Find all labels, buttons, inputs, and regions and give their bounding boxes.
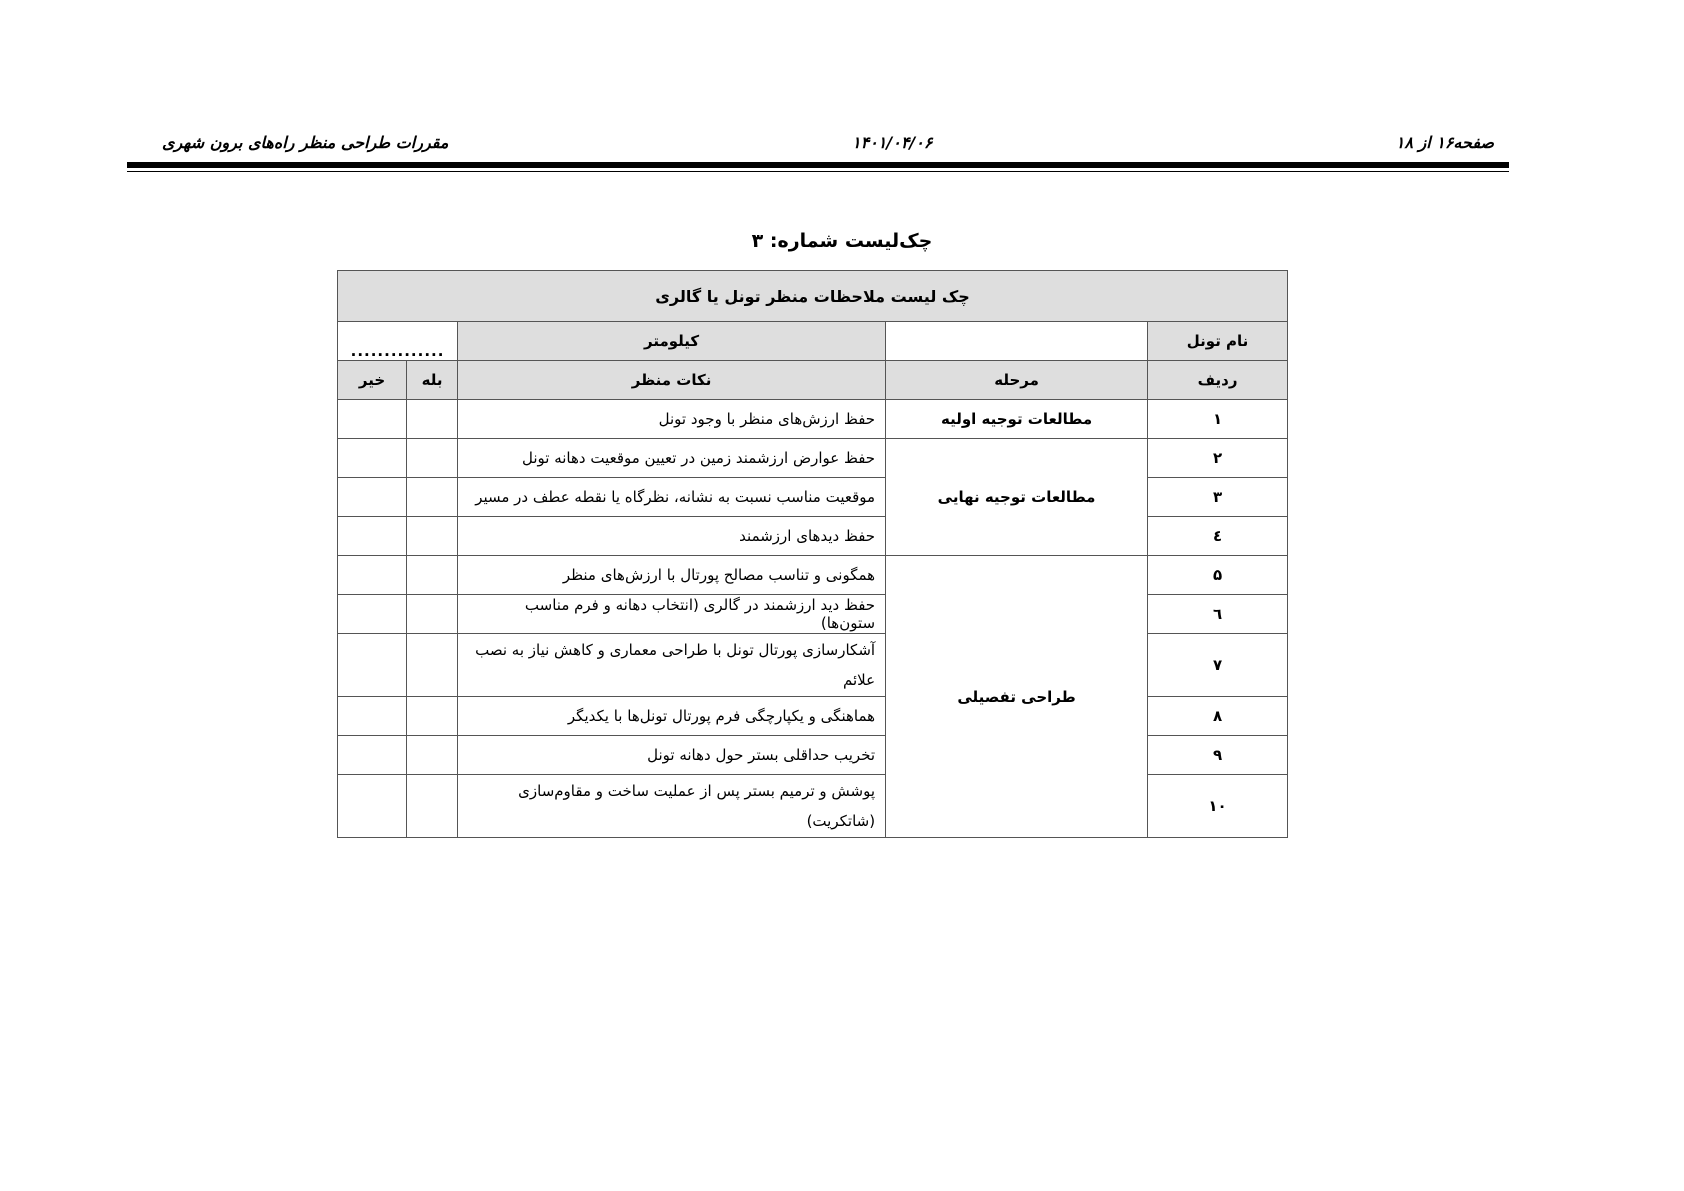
yes-checkbox-cell[interactable] [407, 517, 458, 556]
landscape-point: همگونی و تناسب مصالح پورتال با ارزش‌های منظر [458, 556, 886, 595]
landscape-point: حفظ دید ارزشمند در گالری (انتخاب دهانه و فرم مناسب ستون‌ها) [458, 595, 886, 634]
yes-checkbox-cell[interactable] [407, 697, 458, 736]
landscape-point: هماهنگی و یکپارچگی فرم پورتال تونل‌ها با یکدیگر [458, 697, 886, 736]
no-checkbox-cell[interactable] [338, 595, 407, 634]
landscape-point: پوشش و ترمیم بستر پس از عملیت ساخت و مقاوم‌سازی (شاتکریت) [458, 775, 886, 838]
tunnel-name-field[interactable] [886, 322, 1148, 361]
landscape-point: حفظ ارزش‌های منظر با وجود تونل [458, 400, 886, 439]
stage-cell-final: مطالعات توجیه نهایی [886, 439, 1148, 556]
kilometer-field[interactable]: .............. [338, 322, 458, 361]
row-number: ۷ [1148, 634, 1288, 697]
no-checkbox-cell[interactable] [338, 736, 407, 775]
row-number: ۱ [1148, 400, 1288, 439]
no-checkbox-cell[interactable] [338, 697, 407, 736]
header-rule-thick [127, 162, 1509, 168]
document-title: مقررات طراحی منظر راه‌های برون شهری [162, 133, 449, 152]
column-header-yes: بله [407, 361, 458, 400]
row-number: ۳ [1148, 478, 1288, 517]
table-row [338, 400, 1288, 439]
no-checkbox-cell[interactable] [338, 517, 407, 556]
table-row [338, 556, 1288, 595]
no-checkbox-cell[interactable] [338, 439, 407, 478]
tunnel-name-label: نام تونل [1148, 322, 1288, 361]
yes-checkbox-cell[interactable] [407, 634, 458, 697]
column-header-row: ردیف [1148, 361, 1288, 400]
table-row [338, 439, 1288, 478]
stage-cell-detailed: طراحی تفصیلی [886, 556, 1148, 838]
no-checkbox-cell[interactable] [338, 478, 407, 517]
column-header-points: نکات منظر [458, 361, 886, 400]
landscape-point: تخریب حداقلی بستر حول دهانه تونل [458, 736, 886, 775]
landscape-point: موقعیت مناسب نسبت به نشانه، نظرگاه یا نقطه عطف در مسیر [458, 478, 886, 517]
yes-checkbox-cell[interactable] [407, 439, 458, 478]
row-number: ۱۰ [1148, 775, 1288, 838]
row-number: ۸ [1148, 697, 1288, 736]
yes-checkbox-cell[interactable] [407, 775, 458, 838]
no-checkbox-cell[interactable] [338, 634, 407, 697]
landscape-point: آشکارسازی پورتال تونل با طراحی معماری و کاهش نیاز به نصب علائم [458, 634, 886, 697]
row-number: ٤ [1148, 517, 1288, 556]
kilometer-label: کیلومتر [458, 322, 886, 361]
landscape-point: حفظ عوارض ارزشمند زمین در تعیین موقعیت دهانه تونل [458, 439, 886, 478]
column-header-no: خیر [338, 361, 407, 400]
page-number: صفحه۱۶ از ۱۸ [1395, 133, 1494, 152]
column-header-stage: مرحله [886, 361, 1148, 400]
no-checkbox-cell[interactable] [338, 775, 407, 838]
yes-checkbox-cell[interactable] [407, 595, 458, 634]
table-title: چک لیست ملاحظات منظر تونل یا گالری [338, 271, 1288, 322]
checklist-table [337, 270, 1288, 838]
yes-checkbox-cell[interactable] [407, 400, 458, 439]
document-date: ۱۴۰۱/۰۴/۰۶ [852, 133, 933, 152]
header-rule-thin [127, 171, 1509, 172]
row-number: ۲ [1148, 439, 1288, 478]
yes-checkbox-cell[interactable] [407, 556, 458, 595]
stage-cell-initial: مطالعات توجیه اولیه [886, 400, 1148, 439]
row-number: ٦ [1148, 595, 1288, 634]
yes-checkbox-cell[interactable] [407, 736, 458, 775]
row-number: ۵ [1148, 556, 1288, 595]
no-checkbox-cell[interactable] [338, 400, 407, 439]
landscape-point: حفظ دیدهای ارزشمند [458, 517, 886, 556]
checklist-title: چک‌لیست شماره: ۳ [751, 230, 933, 252]
yes-checkbox-cell[interactable] [407, 478, 458, 517]
row-number: ۹ [1148, 736, 1288, 775]
no-checkbox-cell[interactable] [338, 556, 407, 595]
